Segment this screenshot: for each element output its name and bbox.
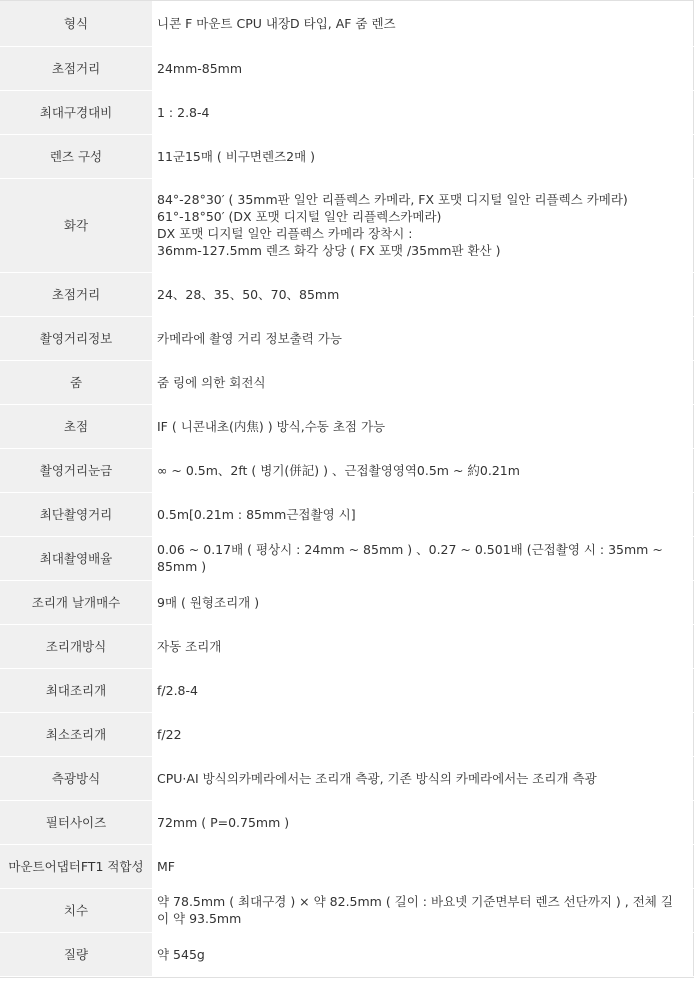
spec-label: 초점거리 bbox=[0, 46, 152, 90]
spec-label: 필터사이즈 bbox=[0, 800, 152, 844]
spec-value bbox=[152, 712, 694, 756]
spec-row bbox=[0, 624, 694, 668]
spec-row bbox=[0, 134, 694, 178]
spec-label: 초점 bbox=[0, 404, 152, 448]
spec-row bbox=[0, 800, 694, 844]
spec-value bbox=[152, 178, 694, 272]
spec-value-line: 72mm ( P=0.75mm ) bbox=[157, 814, 290, 830]
spec-value bbox=[152, 272, 694, 316]
spec-label: 치수 bbox=[0, 888, 152, 932]
spec-row bbox=[0, 1, 694, 46]
spec-value-line: 36mm-127.5mm 렌즈 화각 상당 ( FX 포맷 /35mm판 환산 ) bbox=[157, 243, 501, 258]
spec-table-body bbox=[0, 1, 694, 976]
spec-label: 최대조리개 bbox=[0, 668, 152, 712]
spec-label: 측광방식 bbox=[0, 756, 152, 800]
spec-row bbox=[0, 712, 694, 756]
spec-label: 질량 bbox=[0, 932, 152, 976]
spec-value bbox=[152, 448, 694, 492]
spec-value bbox=[152, 492, 694, 536]
spec-row bbox=[0, 756, 694, 800]
spec-value-line: f/2.8-4 bbox=[157, 682, 198, 698]
spec-value-line: f/22 bbox=[157, 726, 182, 742]
spec-label: 최소조리개 bbox=[0, 712, 152, 756]
spec-value bbox=[152, 756, 694, 800]
spec-value-line: 1 : 2.8-4 bbox=[157, 104, 210, 120]
spec-row bbox=[0, 536, 694, 580]
spec-row bbox=[0, 932, 694, 976]
spec-value bbox=[152, 800, 694, 844]
spec-row bbox=[0, 316, 694, 360]
spec-value bbox=[152, 536, 694, 580]
spec-label: 초점거리 bbox=[0, 272, 152, 316]
spec-value-line: DX 포맷 디지털 일안 리플렉스 카메라 장착시 : bbox=[157, 226, 413, 241]
spec-label: 렌즈 구성 bbox=[0, 134, 152, 178]
spec-row bbox=[0, 668, 694, 712]
spec-value-line: 약 78.5mm ( 최대구경 ) × 약 82.5mm ( 길이 : 바요넷 기준면부터 렌즈 선단까지 ) , 전체 길이 약 93.5mm bbox=[157, 894, 673, 926]
spec-value-line: 84°-28°30′ ( 35mm판 일안 리플렉스 카메라, FX 포맷 디지털 일안 리플렉스 카메라) bbox=[157, 192, 628, 207]
spec-row bbox=[0, 404, 694, 448]
spec-value-line: 약 545g bbox=[157, 946, 205, 962]
spec-row bbox=[0, 90, 694, 134]
spec-value bbox=[152, 624, 694, 668]
spec-value bbox=[152, 360, 694, 404]
spec-value-line: 자동 조리개 bbox=[157, 638, 222, 654]
spec-row bbox=[0, 492, 694, 536]
spec-value-line: CPU·AI 방식의카메라에서는 조리개 측광, 기존 방식의 카메라에서는 조리개 측광 bbox=[157, 770, 597, 786]
spec-value bbox=[152, 580, 694, 624]
spec-label: 최대촬영배율 bbox=[0, 536, 152, 580]
spec-value-line: MF bbox=[157, 858, 175, 874]
spec-label: 조리개 날개매수 bbox=[0, 580, 152, 624]
spec-label: 줌 bbox=[0, 360, 152, 404]
spec-row bbox=[0, 580, 694, 624]
spec-value-line: 61°-18°50′ (DX 포맷 디지털 일안 리플렉스카메라) bbox=[157, 209, 442, 224]
spec-value bbox=[152, 404, 694, 448]
spec-value bbox=[152, 134, 694, 178]
spec-value-line: ∞ ~ 0.5m、2ft ( 병기(併記) ) 、근접촬영영역0.5m ~ 約0.21m bbox=[157, 462, 520, 478]
spec-label: 최단촬영거리 bbox=[0, 492, 152, 536]
spec-value-line: 0.06 ~ 0.17배 ( 평상시 : 24mm ~ 85mm ) 、0.27 ~ 0.501배 (근접촬영 시 : 35mm ~ 85mm ) bbox=[157, 542, 663, 574]
spec-value-line: IF ( 니콘내초(内焦) ) 방식,수동 초점 가능 bbox=[157, 418, 386, 434]
spec-row bbox=[0, 448, 694, 492]
spec-value bbox=[152, 1, 694, 46]
spec-label: 촬영거리정보 bbox=[0, 316, 152, 360]
spec-row bbox=[0, 178, 694, 272]
spec-label: 화각 bbox=[0, 178, 152, 272]
spec-value-line: 니콘 F 마운트 CPU 내장D 타입, AF 줌 렌즈 bbox=[157, 15, 396, 31]
spec-value-line: 24、28、35、50、70、85mm bbox=[157, 286, 340, 302]
spec-value-line: 줌 링에 의한 회전식 bbox=[157, 374, 266, 390]
spec-value bbox=[152, 668, 694, 712]
spec-label: 최대구경대비 bbox=[0, 90, 152, 134]
spec-value bbox=[152, 46, 694, 90]
spec-value-line: 9매 ( 원형조리개 ) bbox=[157, 594, 260, 610]
spec-value bbox=[152, 932, 694, 976]
spec-value bbox=[152, 844, 694, 888]
spec-row bbox=[0, 360, 694, 404]
spec-value bbox=[152, 888, 694, 932]
spec-row bbox=[0, 46, 694, 90]
spec-label: 촬영거리눈금 bbox=[0, 448, 152, 492]
spec-value-line: 24mm-85mm bbox=[157, 60, 243, 76]
spec-value-line: 0.5m[0.21m : 85mm근접촬영 시] bbox=[157, 506, 356, 522]
spec-row bbox=[0, 844, 694, 888]
spec-label: 마운트어댑터FT1 적합성 bbox=[0, 844, 152, 888]
spec-value-line: 카메라에 촬영 거리 정보출력 가능 bbox=[157, 330, 342, 346]
spec-row bbox=[0, 272, 694, 316]
spec-label: 형식 bbox=[0, 1, 152, 46]
spec-row bbox=[0, 888, 694, 932]
spec-label: 조리개방식 bbox=[0, 624, 152, 668]
spec-table bbox=[0, 1, 694, 977]
spec-value bbox=[152, 90, 694, 134]
spec-value-line: 11군15매 ( 비구면렌즈2매 ) bbox=[157, 148, 316, 164]
spec-value bbox=[152, 316, 694, 360]
